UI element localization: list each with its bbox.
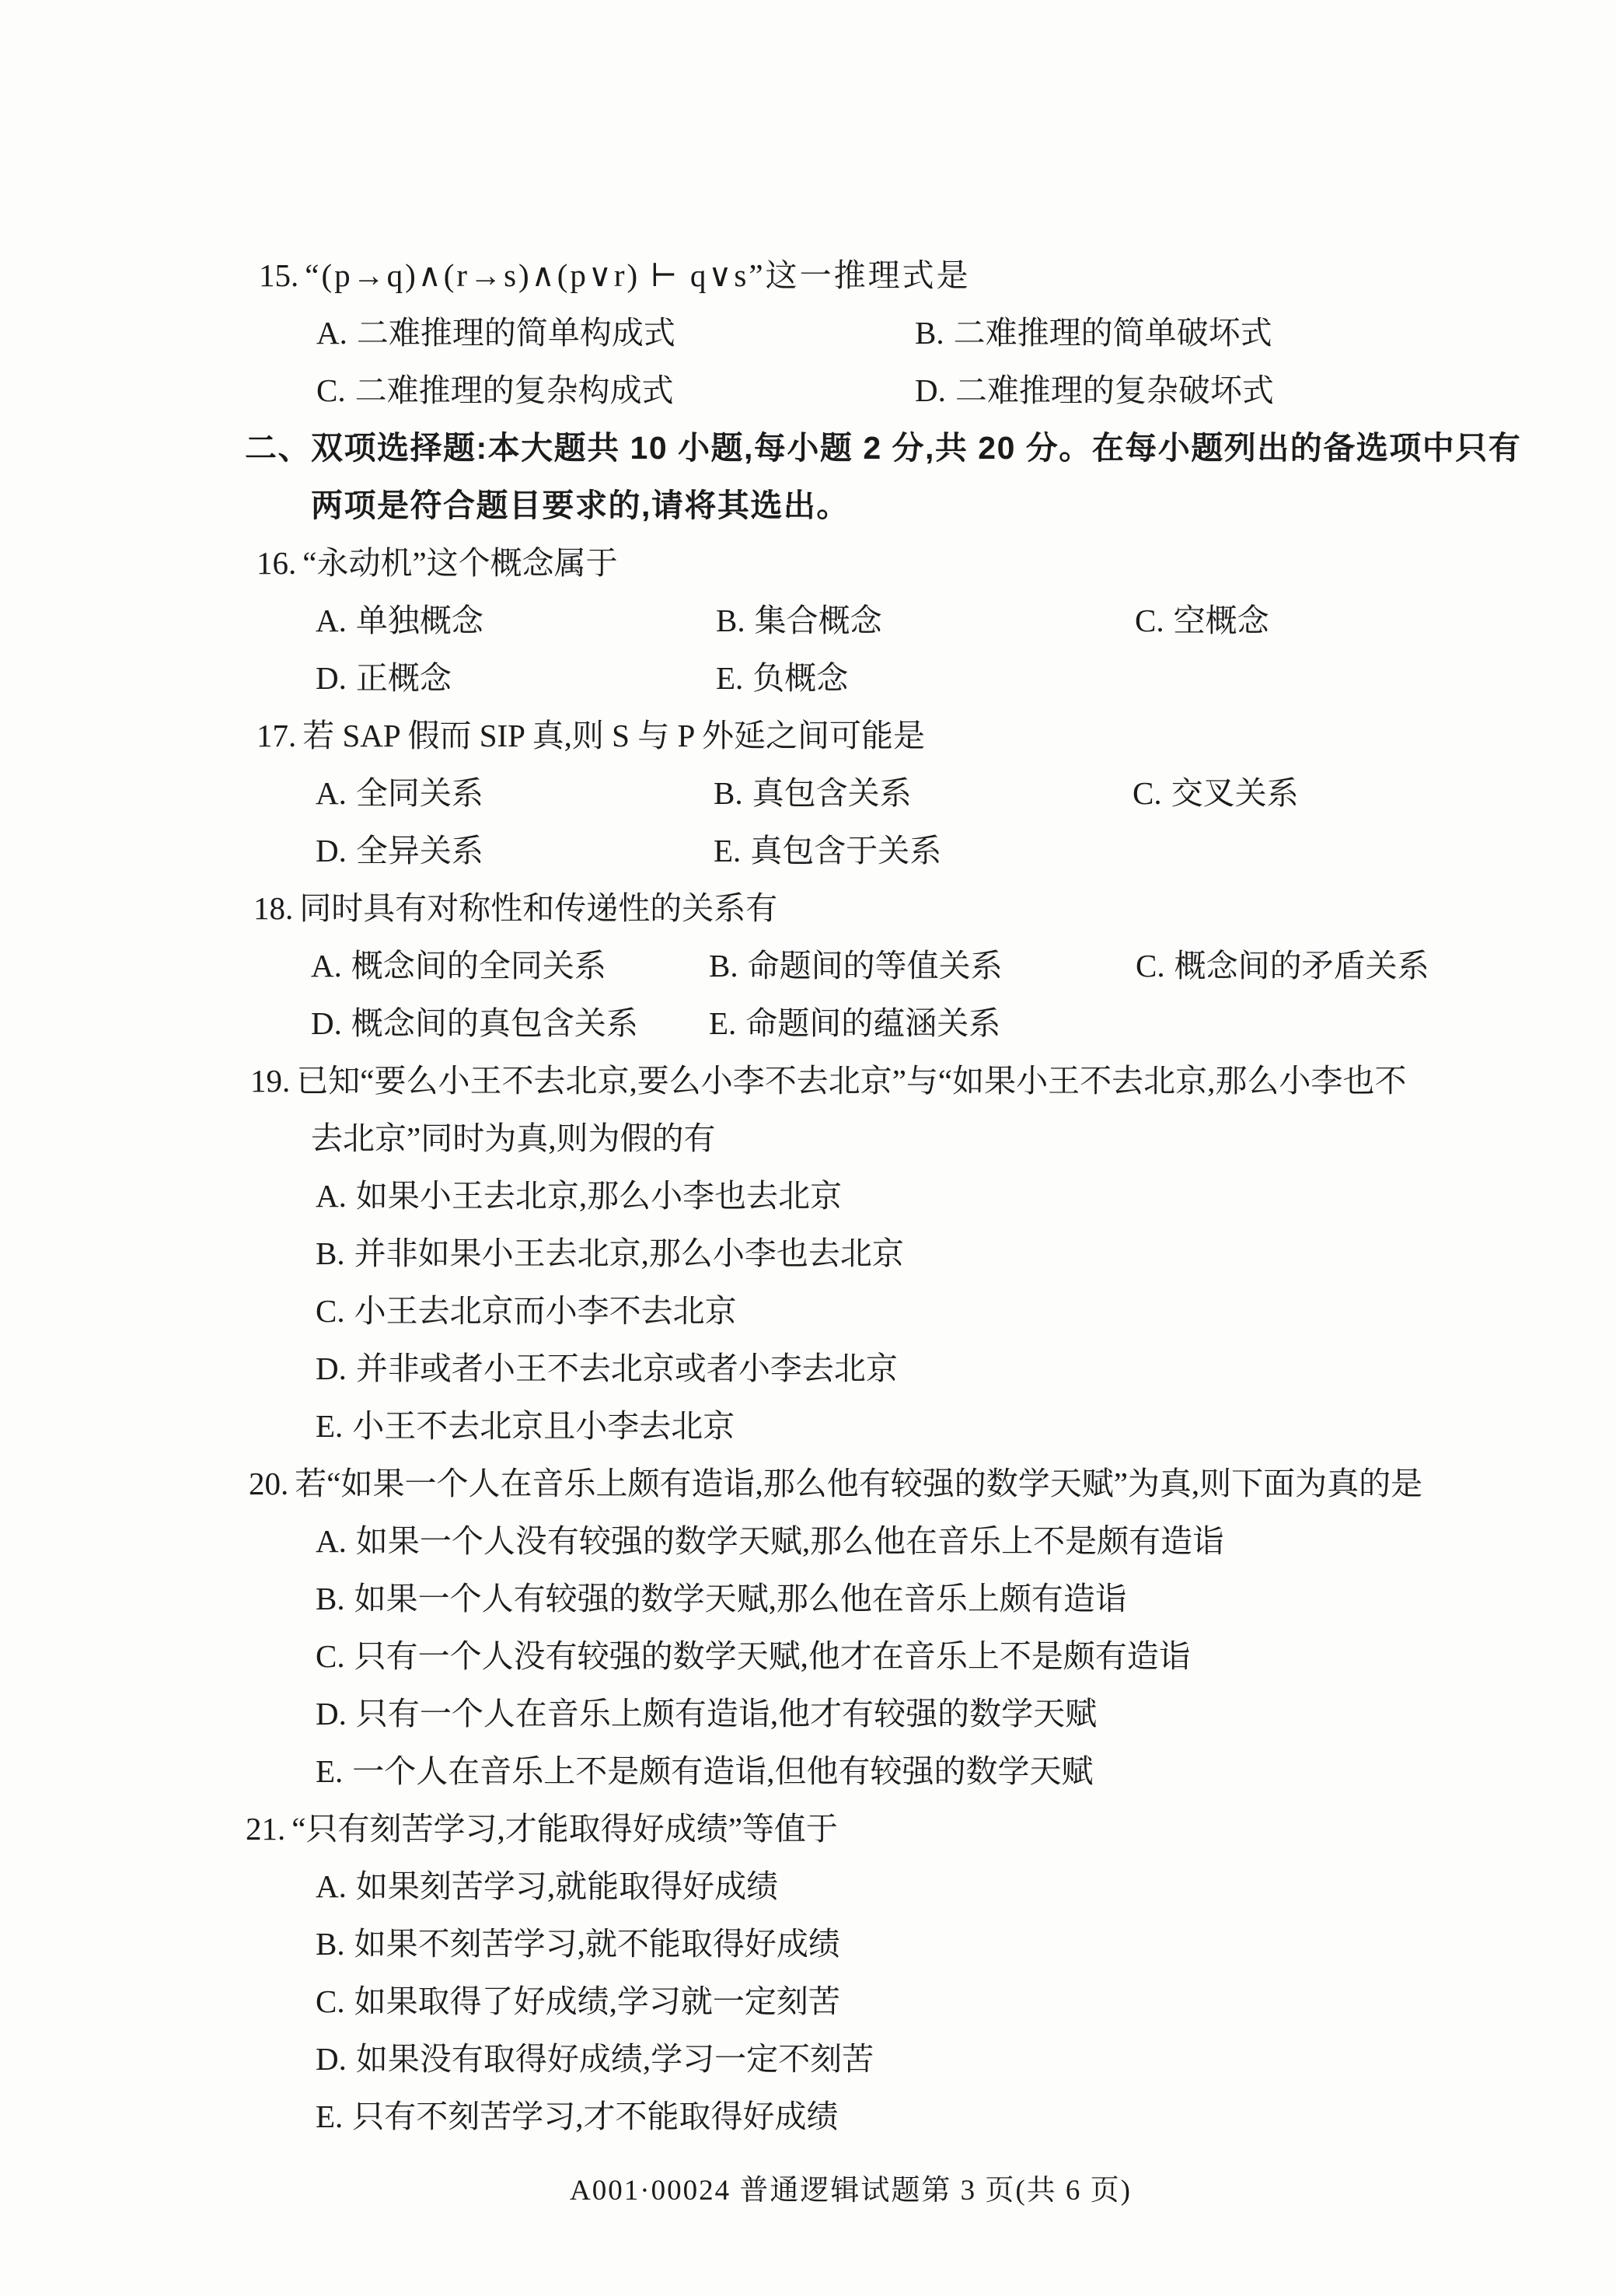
- question-21-number: 21.: [246, 1811, 286, 1847]
- option-text: 空概念: [1173, 603, 1269, 638]
- option-text: 概念间的全同关系: [351, 948, 606, 984]
- option-text: 二难推理的复杂破坏式: [955, 372, 1274, 408]
- option-label: E.: [714, 833, 742, 868]
- q15-option-b: [915, 314, 1272, 352]
- question-15-text: “(p→q)∧(r→s)∧(p∨r) ⊢ q∨s”这一推理式是: [305, 257, 971, 293]
- question-19-number: 19.: [250, 1063, 291, 1099]
- q19-option-e: [316, 1407, 735, 1445]
- q16-option-a: [316, 602, 483, 640]
- q21-option-e: [316, 2098, 839, 2136]
- q17-option-a: [316, 774, 483, 813]
- q18-option-a: [311, 947, 606, 985]
- option-text: 真包含关系: [752, 775, 912, 811]
- option-label: B.: [316, 1581, 345, 1616]
- q19-option-a: [316, 1177, 842, 1215]
- question-20-text: 若“如果一个人在音乐上颇有造诣,那么他有较强的数学天赋”为真,则下面为真的是: [295, 1466, 1423, 1501]
- question-21-stem: [246, 1810, 838, 1848]
- q20-option-b: [316, 1580, 1127, 1618]
- q21-option-d: [316, 2040, 874, 2078]
- q17-option-e: [714, 832, 941, 870]
- option-text: 只有不刻苦学习,才不能取得好成绩: [352, 2099, 839, 2134]
- option-text: 小王不去北京且小李去北京: [352, 1408, 735, 1444]
- question-17-text: 若 SAP 假而 SIP 真,则 S 与 P 外延之间可能是: [302, 718, 926, 753]
- q17-option-d: [316, 832, 483, 870]
- option-label: A.: [316, 1523, 347, 1559]
- option-text: 并非如果小王去北京,那么小李也去北京: [354, 1235, 904, 1271]
- option-label: C.: [316, 1293, 345, 1329]
- question-19-text-line1: 已知“要么小王不去北京,要么小李不去北京”与“如果小王不去北京,那么小李也不: [296, 1063, 1407, 1099]
- option-text: 二难推理的复杂构成式: [354, 372, 674, 408]
- option-text: 命题间的蕴涵关系: [745, 1005, 1001, 1041]
- option-label: A.: [316, 775, 347, 811]
- option-text: 全异关系: [355, 833, 483, 868]
- option-label: D.: [311, 1005, 342, 1041]
- option-label: E.: [316, 2099, 344, 2134]
- option-text: 如果不刻苦学习,就不能取得好成绩: [354, 1926, 840, 1962]
- q17-option-b: [714, 774, 912, 813]
- option-label: D.: [316, 1696, 347, 1732]
- option-label: B.: [714, 775, 743, 811]
- option-label: C.: [1136, 948, 1165, 984]
- question-15-stem: [259, 257, 971, 295]
- option-text: 只有一个人在音乐上颇有造诣,他才有较强的数学天赋: [355, 1696, 1098, 1732]
- option-text: 如果一个人没有较强的数学天赋,那么他在音乐上不是颇有造诣: [355, 1523, 1225, 1559]
- q20-option-c: [316, 1637, 1191, 1676]
- q16-option-d: [316, 659, 452, 697]
- option-text: 命题间的等值关系: [747, 948, 1003, 984]
- question-16-number: 16.: [257, 545, 297, 581]
- option-label: D.: [316, 2041, 347, 2077]
- option-text: 如果没有取得好成绩,学习一定不刻苦: [355, 2041, 874, 2077]
- q21-option-a: [316, 1868, 778, 1906]
- page-footer: A001·00024 普通逻辑试题第 3 页(共 6 页): [570, 2175, 1132, 2207]
- question-20-number: 20.: [249, 1466, 289, 1501]
- option-label: A.: [316, 1178, 347, 1214]
- q18-option-b: [709, 947, 1003, 985]
- q18-option-c: [1136, 947, 1429, 985]
- option-label: D.: [316, 1351, 347, 1386]
- q17-option-c: [1133, 774, 1299, 813]
- question-17-stem: [257, 717, 925, 755]
- option-label: E.: [316, 1408, 344, 1444]
- q15-option-c: [316, 372, 674, 410]
- q19-option-d: [316, 1350, 898, 1388]
- question-18-text: 同时具有对称性和传递性的关系有: [299, 890, 778, 926]
- question-18-stem: [253, 889, 777, 928]
- option-text: 负概念: [752, 660, 849, 696]
- option-label: B.: [716, 603, 745, 638]
- option-label: A.: [311, 948, 342, 984]
- q16-option-b: [716, 602, 882, 640]
- option-label: D.: [316, 833, 347, 868]
- option-text: 一个人在音乐上不是颇有造诣,但他有较强的数学天赋: [352, 1753, 1094, 1789]
- q20-option-d: [316, 1695, 1097, 1733]
- option-label: C.: [1135, 603, 1164, 638]
- option-label: A.: [316, 603, 347, 638]
- q19-option-c: [316, 1292, 737, 1330]
- option-label: C.: [1133, 775, 1162, 811]
- q15-option-a: [316, 314, 675, 352]
- option-label: E.: [316, 1753, 344, 1789]
- q18-option-e: [709, 1005, 1000, 1043]
- section-2-header-line2: 两项是符合题目要求的,请将其选出。: [311, 488, 850, 523]
- option-label: D.: [915, 372, 946, 408]
- question-19-stem-line1: [250, 1062, 1406, 1100]
- option-text: 交叉关系: [1171, 775, 1299, 811]
- option-text: 正概念: [355, 660, 452, 696]
- question-20-stem: [249, 1465, 1422, 1503]
- question-16-stem: [257, 544, 618, 582]
- q20-option-a: [316, 1522, 1224, 1560]
- option-text: 二难推理的简单构成式: [356, 315, 675, 351]
- option-label: C.: [316, 1983, 345, 2019]
- q15-option-d: [915, 372, 1274, 410]
- q21-option-c: [316, 1983, 840, 2021]
- question-15-number: 15.: [259, 257, 299, 293]
- option-label: B.: [915, 315, 944, 351]
- option-label: B.: [316, 1235, 345, 1271]
- option-text: 只有一个人没有较强的数学天赋,他才在音乐上不是颇有造诣: [354, 1638, 1191, 1674]
- option-text: 如果一个人有较强的数学天赋,那么他在音乐上颇有造诣: [354, 1581, 1127, 1616]
- option-text: 概念间的真包含关系: [351, 1005, 638, 1041]
- option-label: E.: [716, 660, 744, 696]
- option-text: 二难推理的简单破坏式: [953, 315, 1272, 351]
- option-label: B.: [709, 948, 738, 984]
- option-text: 全同关系: [355, 775, 483, 811]
- question-17-number: 17.: [257, 718, 297, 753]
- option-text: 单独概念: [355, 603, 483, 638]
- option-text: 概念间的矛盾关系: [1174, 948, 1429, 984]
- question-16-text: “永动机”这个概念属于: [302, 545, 618, 581]
- option-label: E.: [709, 1005, 737, 1041]
- question-19-stem-line2: 去北京”同时为真,则为假的有: [311, 1120, 716, 1156]
- q19-option-b: [316, 1235, 904, 1273]
- q16-option-e: [716, 659, 848, 697]
- option-label: A.: [316, 1868, 347, 1904]
- option-text: 如果取得了好成绩,学习就一定刻苦: [354, 1983, 840, 2019]
- q20-option-e: [316, 1753, 1094, 1791]
- option-text: 集合概念: [754, 603, 882, 638]
- option-text: 如果刻苦学习,就能取得好成绩: [355, 1868, 779, 1904]
- option-label: C.: [316, 372, 346, 408]
- option-label: D.: [316, 660, 347, 696]
- option-text: 并非或者小王不去北京或者小李去北京: [355, 1351, 898, 1386]
- q18-option-d: [311, 1005, 638, 1043]
- option-text: 小王去北京而小李不去北京: [354, 1293, 737, 1329]
- option-text: 如果小王去北京,那么小李也去北京: [355, 1178, 843, 1214]
- option-label: A.: [316, 315, 347, 351]
- q16-option-c: [1135, 602, 1269, 640]
- question-18-number: 18.: [253, 890, 294, 926]
- option-label: B.: [316, 1926, 345, 1962]
- option-label: C.: [316, 1638, 345, 1674]
- q21-option-b: [316, 1925, 840, 1963]
- option-text: 真包含于关系: [750, 833, 942, 868]
- question-21-text: “只有刻苦学习,才能取得好成绩”等值于: [291, 1811, 838, 1847]
- section-2-header-line1: 二、双项选择题:本大题共 10 小题,每小题 2 分,共 20 分。在每小题列出的备选项中只有: [245, 430, 1522, 466]
